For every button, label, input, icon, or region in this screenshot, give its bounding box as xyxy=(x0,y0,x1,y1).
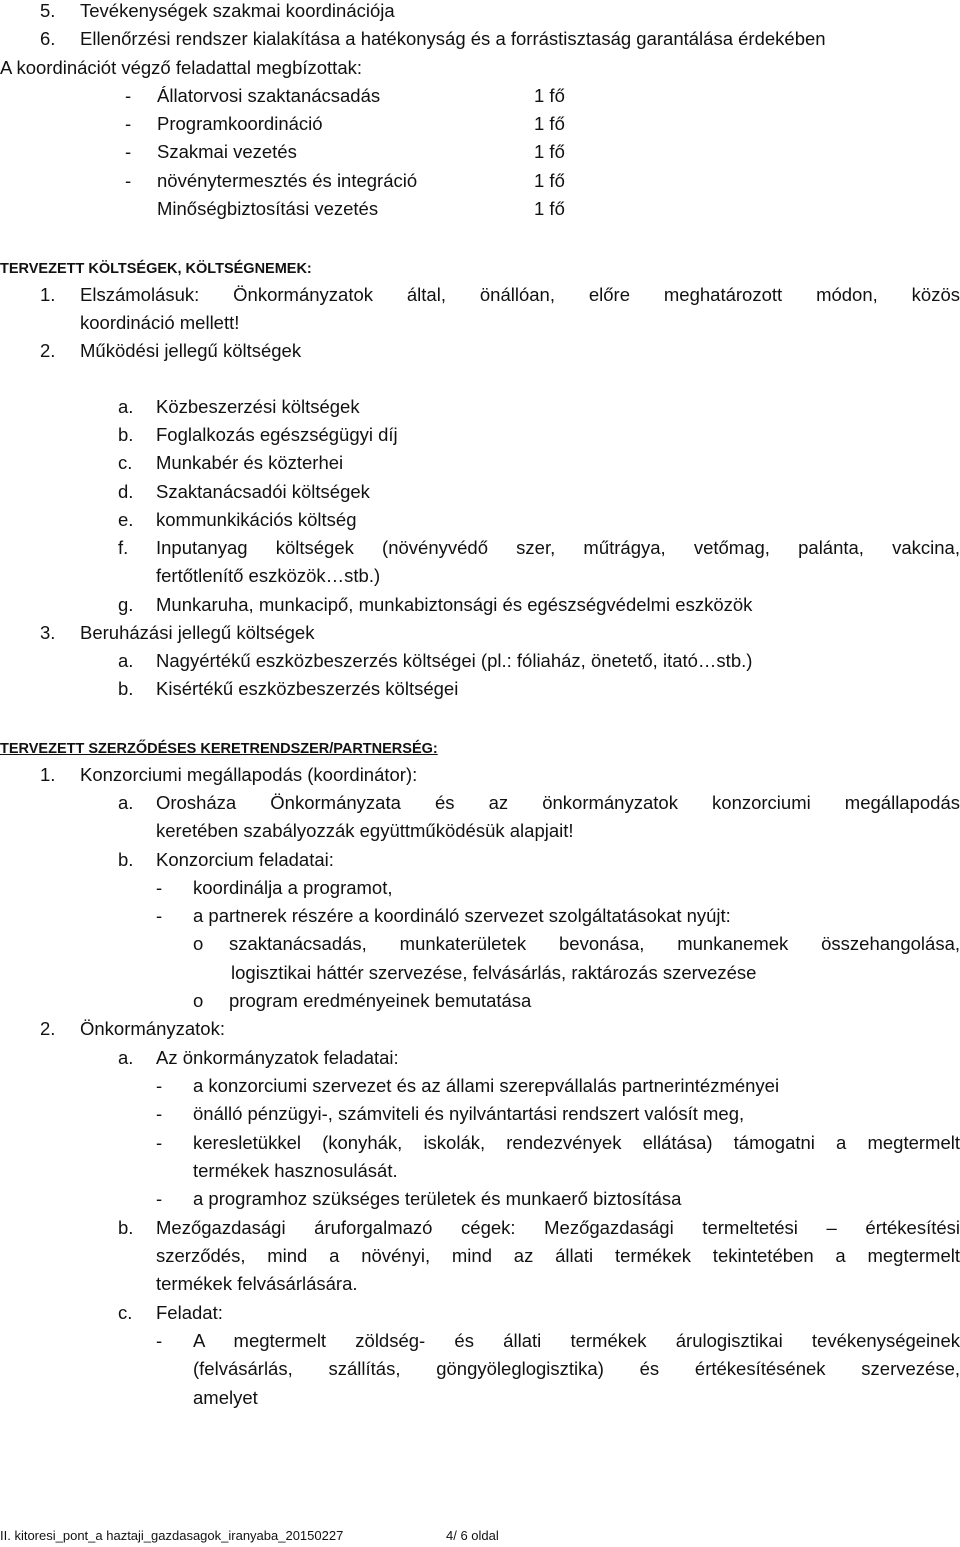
list-number: 2. xyxy=(40,340,56,361)
sub-letter: b. xyxy=(118,1217,134,1238)
list-number: 2. xyxy=(40,1018,56,1039)
dash-item-text: a konzorciumi szervezet és az állami szerepvállalás partnerintézményei xyxy=(193,1075,780,1096)
sub-letter: b. xyxy=(118,678,134,699)
sub-item-text: Nagyértékű eszközbeszerzés költségei (pl.: fóliaház, önetető, itató…stb.) xyxy=(156,650,753,671)
dash-item-text: keresletükkel (konyhák, iskolák, rendezvények ellátása) támogatni a megtermelt xyxy=(193,1132,960,1153)
assigned-label: A koordinációt végző feladattal megbízottak: xyxy=(0,57,362,78)
role-name: növénytermesztés és integráció xyxy=(157,170,418,191)
sub-letter: f. xyxy=(118,537,129,558)
role-count: 1 fő xyxy=(534,170,565,191)
dash-item-text: (felvásárlás, szállítás, göngyöleglogisztika) és értékesítésének szervezése, xyxy=(193,1358,960,1379)
dash-item-text: termékek hasznosulását. xyxy=(193,1160,398,1181)
sub-letter: a. xyxy=(118,792,134,813)
role-count: 1 fő xyxy=(534,198,565,219)
sub-item-text: Feladat: xyxy=(156,1302,223,1323)
sub-item-text: kommunkikációs költség xyxy=(156,509,357,530)
dash-item-text: koordinálja a programot, xyxy=(193,877,393,898)
circle-item-text: logisztikai háttér szervezése, felvásárlás, raktározás szervezése xyxy=(231,962,757,983)
sub-item-text: szerződés, mind a növényi, mind az állati termékek tekintetében a megtermelt xyxy=(156,1245,960,1266)
circle-item-text: program eredményeinek bemutatása xyxy=(229,990,532,1011)
circle-bullet: o xyxy=(193,990,204,1011)
role-dash: - xyxy=(125,113,132,134)
list-item-text: Működési jellegű költségek xyxy=(80,340,302,361)
contract-heading: TERVEZETT SZERZŐDÉSES KERETRENDSZER/PARTNERSÉG: xyxy=(0,741,438,757)
footer-filename: II. kitoresi_pont_a haztaji_gazdasagok_iranyaba_20150227 xyxy=(0,1528,344,1543)
circle-item-text: szaktanácsadás, munkaterületek bevonása, munkanemek összehangolása, xyxy=(229,933,960,954)
circle-bullet: o xyxy=(193,933,204,954)
dash-item-text: A megtermelt zöldség- és állati termékek árulogisztikai tevékenységeinek xyxy=(193,1330,960,1351)
sub-item-text: Az önkormányzatok feladatai: xyxy=(156,1047,399,1068)
role-name: Programkoordináció xyxy=(157,113,323,134)
list-number: 6. xyxy=(40,28,56,49)
sub-item-text: Konzorcium feladatai: xyxy=(156,849,334,870)
role-name: Állatorvosi szaktanácsadás xyxy=(157,85,381,106)
dash-bullet: - xyxy=(156,1075,163,1096)
list-item-text: Konzorciumi megállapodás (koordinátor): xyxy=(80,764,418,785)
list-item-text: Ellenőrzési rendszer kialakítása a hatékonyság és a forrástisztaság garantálása érdekében xyxy=(80,28,826,49)
list-item-text: Önkormányzatok: xyxy=(80,1018,225,1039)
role-dash: - xyxy=(125,170,132,191)
sub-item-text: Munkabér és közterhei xyxy=(156,452,344,473)
sub-item-text: Orosháza Önkormányzata és az önkormányzatok konzorciumi megállapodás xyxy=(156,792,960,813)
sub-item-text: keretében szabályozzák együttműködésük alapjait! xyxy=(156,820,574,841)
sub-item-text: Munkaruha, munkacipő, munkabiztonsági és egészségvédelmi eszközök xyxy=(156,594,753,615)
sub-letter: c. xyxy=(118,1302,133,1323)
sub-letter: e. xyxy=(118,509,134,530)
dash-bullet: - xyxy=(156,1330,163,1351)
sub-item-text: Közbeszerzési költségek xyxy=(156,396,360,417)
role-dash: - xyxy=(125,85,132,106)
list-number: 1. xyxy=(40,284,56,305)
role-dash: - xyxy=(125,141,132,162)
role-count: 1 fő xyxy=(534,85,565,106)
dash-bullet: - xyxy=(156,877,163,898)
sub-item-text: Mezőgazdasági áruforgalmazó cégek: Mezőgazdasági termeltetési – értékesítési xyxy=(156,1217,960,1238)
list-number: 1. xyxy=(40,764,56,785)
list-item-text: koordináció mellett! xyxy=(80,312,240,333)
list-number: 3. xyxy=(40,622,56,643)
role-name: Minőségbiztosítási vezetés xyxy=(157,198,379,219)
sub-letter: a. xyxy=(118,396,134,417)
list-item-text: Elszámolásuk: Önkormányzatok által, önállóan, előre meghatározott módon, közös xyxy=(80,284,960,305)
role-name: Szakmai vezetés xyxy=(157,141,297,162)
dash-item-text: a partnerek részére a koordináló szervezet szolgáltatásokat nyújt: xyxy=(193,905,731,926)
costs-heading: TERVEZETT KÖLTSÉGEK, KÖLTSÉGNEMEK: xyxy=(0,261,312,277)
dash-item-text: amelyet xyxy=(193,1387,258,1408)
list-item-text: Beruházási jellegű költségek xyxy=(80,622,315,643)
sub-item-text: Kisértékű eszközbeszerzés költségei xyxy=(156,678,459,699)
sub-letter: g. xyxy=(118,594,134,615)
sub-letter: b. xyxy=(118,849,134,870)
sub-item-text: termékek felvásárlására. xyxy=(156,1273,358,1294)
role-count: 1 fő xyxy=(534,141,565,162)
dash-bullet: - xyxy=(156,1103,163,1124)
sub-item-text: Foglalkozás egészségügyi díj xyxy=(156,424,398,445)
footer-page-number: 4/ 6 oldal xyxy=(446,1528,499,1543)
sub-letter: b. xyxy=(118,424,134,445)
dash-item-text: önálló pénzügyi-, számviteli és nyilvántartási rendszert valósít meg, xyxy=(193,1103,745,1124)
list-number: 5. xyxy=(40,0,56,21)
sub-letter: a. xyxy=(118,1047,134,1068)
sub-item-text: fertőtlenítő eszközök…stb.) xyxy=(156,565,381,586)
sub-letter: d. xyxy=(118,481,134,502)
list-item-text: Tevékenységek szakmai koordinációja xyxy=(80,0,395,21)
role-count: 1 fő xyxy=(534,113,565,134)
sub-letter: a. xyxy=(118,650,134,671)
sub-letter: c. xyxy=(118,452,133,473)
dash-bullet: - xyxy=(156,1132,163,1153)
dash-item-text: a programhoz szükséges területek és munkaerő biztosítása xyxy=(193,1188,682,1209)
dash-bullet: - xyxy=(156,905,163,926)
sub-item-text: Inputanyag költségek (növényvédő szer, műtrágya, vetőmag, palánta, vakcina, xyxy=(156,537,960,558)
dash-bullet: - xyxy=(156,1188,163,1209)
sub-item-text: Szaktanácsadói költségek xyxy=(156,481,370,502)
